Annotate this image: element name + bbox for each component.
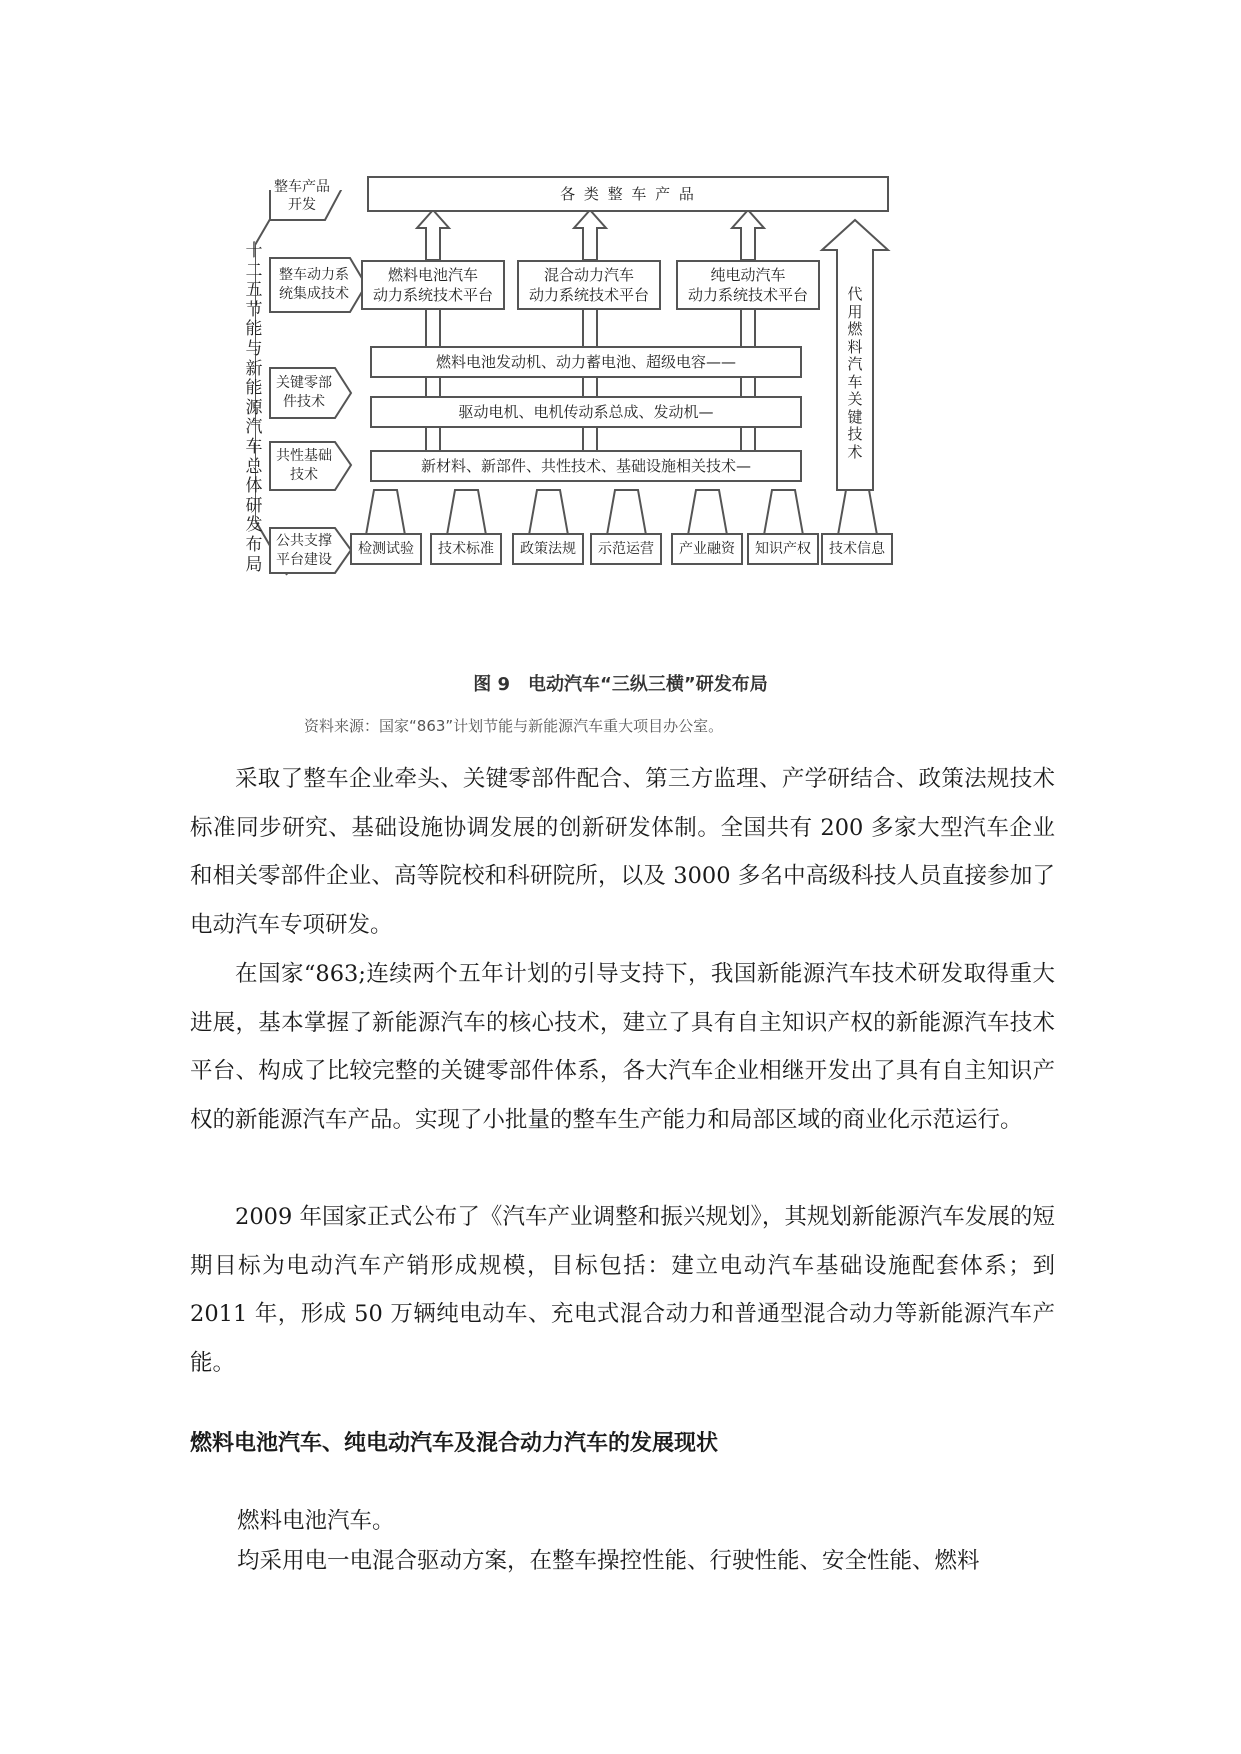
brace-label: 十二五节能与新能源汽车总体研发布局	[245, 241, 263, 575]
bar-common-tech: 新材料、新部件、共性技术、基础设施相关技术—	[370, 450, 802, 482]
label-common-base: 共性基础技术	[276, 448, 332, 483]
support-policy: 政策法规	[512, 533, 584, 565]
figure-caption: 图 9 电动汽车“三纵三横”研发布局	[473, 674, 768, 695]
platform-pure-electric: 纯电动汽车 动力系统技术平台	[676, 260, 820, 310]
bar-key-components-2: 驱动电机、电机传动系总成、发动机—	[370, 396, 802, 428]
label-vehicle-dev: 整车产品开发	[274, 179, 330, 213]
paragraph-3: 2009 年国家正式公布了《汽车产业调整和振兴规划》，其规划新能源汽车发展的短期目标为电动汽车产销形成规模，目标包括：建立电动汽车基础设施配套体系；到 2011 年，形成 50 万辆纯电动车、充电式混合动力和普通型混合动力等新能源汽车产能。	[190, 1204, 1055, 1376]
framework-diagram	[245, 179, 1015, 645]
support-info: 技术信息	[821, 533, 893, 565]
up-arrow	[732, 210, 764, 260]
support-ip: 知识产权	[747, 533, 819, 565]
label-public-platform: 公共支撑平台建设	[276, 533, 332, 568]
paragraph-4-line: 均采用电一电混合驱动方案，在整车操控性能、行驶性能、安全性能、燃料	[237, 1548, 980, 1574]
support-testing: 检测试验	[350, 533, 422, 565]
paragraph-2: 在国家“863;连续两个五年计划的引导支持下，我国新能源汽车技术研发取得重大进展，基本掌握了新能源汽车的核心技术，建立了具有自主知识产权的新能源汽车技术平台、构成了比较完整的关键零部件体系，各大汽车企业相继开发出了具有自主知识产权的新能源汽车产品。实现了小批量的整车生产能力和局部区域的商业化示范运行。	[190, 961, 1055, 1133]
platform-hybrid: 混合动力汽车 动力系统技术平台	[517, 260, 661, 310]
figure-source: 资料来源：国家“863”计划节能与新能源汽车重大项目办公室。	[304, 717, 724, 735]
support-standards: 技术标准	[430, 533, 502, 565]
platform-fuel-cell: 燃料电池汽车 动力系统技术平台	[361, 260, 505, 310]
up-arrow	[417, 210, 449, 260]
paragraph-1: 采取了整车企业牵头、关键零部件配合、第三方监理、产学研结合、政策法规技术标准同步研究、基础设施协调发展的创新研发体制。全国共有 200 多家大型汽车企业和相关零部件企业、高等院校和科研院所，以及 3000 多名中高级科技人员直接参加了电动汽车专项研发。	[190, 766, 1055, 938]
support-demo: 示范运营	[590, 533, 662, 565]
label-powertrain: 整车动力系统集成技术	[279, 267, 349, 302]
up-arrow	[574, 210, 606, 260]
top-bar-products: 各 类 整 车 产 品	[367, 176, 889, 212]
section-heading: 燃料电池汽车、纯电动汽车及混合动力汽车的发展现状	[190, 1431, 719, 1456]
sub-heading: 燃料电池汽车。	[237, 1508, 395, 1534]
bar-key-components-1: 燃料电池发动机、动力蓄电池、超级电容——	[370, 346, 802, 378]
right-arrow-label: 代用燃料汽车关键技术	[847, 285, 863, 461]
support-finance: 产业融资	[671, 533, 743, 565]
label-key-parts: 关键零部件技术	[276, 375, 332, 410]
